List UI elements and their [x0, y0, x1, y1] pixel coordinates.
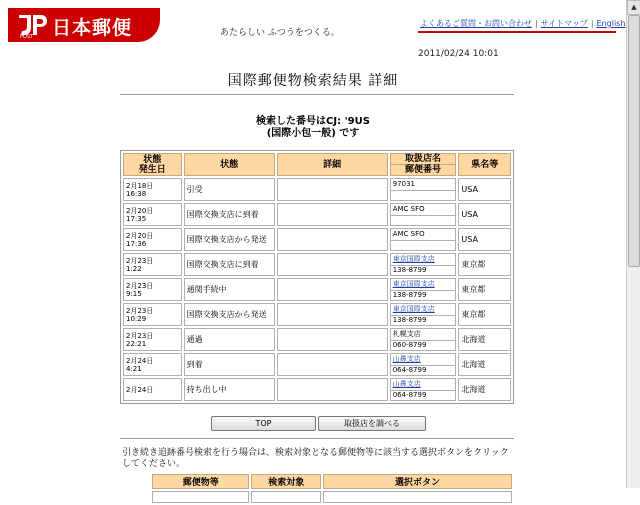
row-date: 2月23日 1:22 — [123, 253, 182, 276]
office-link[interactable]: 山鼻支店 — [391, 354, 456, 366]
site-header — [0, 0, 626, 44]
divider-lower — [120, 438, 514, 439]
row-status: 国際交換支店から発送 — [184, 303, 275, 326]
row-date: 2月24日 — [123, 378, 182, 401]
postal-code: 138-8799 — [392, 316, 427, 324]
row-details — [277, 328, 388, 351]
timestamp: 2011/02/24 10:01 — [418, 49, 499, 59]
instructions-text: 引き続き追跡番号検索を行う場合は、検索対象となる郵便物等に該当する選択ボタンをクリックしてください。 — [122, 448, 509, 469]
office-name: AMC SFO — [391, 229, 456, 241]
col-header-details: 詳細 — [277, 153, 388, 176]
postal-code — [391, 241, 456, 250]
logo-sub-text: POST — [20, 34, 34, 39]
searched-type-line: (国際小包一般) です — [266, 128, 360, 139]
row-prefecture: 東京都 — [458, 278, 511, 301]
row-office — [390, 228, 457, 251]
page-title: 国際郵便物検索結果 詳細 — [227, 73, 399, 89]
row-date: 2月23日 22:21 — [123, 328, 182, 351]
sub-col-target: 検索対象 — [251, 474, 321, 489]
row-details — [277, 278, 388, 301]
link-faq[interactable]: よくあるご質問・お問い合わせ — [420, 19, 532, 28]
search-select-table — [150, 472, 514, 505]
row-prefecture: 北海道 — [458, 328, 511, 351]
table-row — [123, 253, 511, 276]
row-details — [277, 303, 388, 326]
postal-code — [391, 216, 456, 225]
row-status: 国際交換支店から発送 — [184, 228, 275, 251]
table-row — [123, 303, 511, 326]
postal-code: 064-8799 — [392, 366, 427, 374]
row-prefecture: 北海道 — [458, 378, 511, 401]
row-status: 通関手続中 — [184, 278, 275, 301]
table-row — [123, 378, 511, 401]
jp-post-mark-icon — [16, 11, 48, 39]
scroll-up-arrow-icon[interactable]: ▲ — [627, 0, 640, 15]
sub-col-mail-type: 郵便物等 — [152, 474, 249, 489]
slogan: あたらしい ふつうをつくる。 — [220, 28, 340, 38]
link-sitemap[interactable]: サイトマップ — [540, 19, 588, 28]
office-name: 97031 — [391, 179, 456, 191]
row-prefecture: 東京都 — [458, 253, 511, 276]
row-details — [277, 178, 388, 201]
col-header-date: 状態 発生日 — [123, 153, 182, 176]
office-link[interactable]: 東京国際支店 — [391, 254, 456, 266]
row-office — [390, 278, 457, 301]
office-name: 札幌支店 — [391, 329, 456, 341]
row-status: 到着 — [184, 353, 275, 376]
row-status: 国際交換支店に到着 — [184, 253, 275, 276]
row-prefecture: 東京都 — [458, 303, 511, 326]
col-header-status: 状態 — [184, 153, 275, 176]
row-prefecture: 北海道 — [458, 353, 511, 376]
searched-number — [0, 116, 626, 140]
row-date: 2月23日 9:15 — [123, 278, 182, 301]
row-prefecture: USA — [458, 203, 511, 226]
scrollbar-thumb[interactable] — [628, 15, 640, 267]
table-row — [123, 328, 511, 351]
postal-code: 064-8799 — [392, 391, 427, 399]
table-row — [123, 278, 511, 301]
postal-code: 138-8799 — [392, 266, 427, 274]
row-details — [277, 228, 388, 251]
row-prefecture: USA — [458, 228, 511, 251]
row-office — [390, 178, 457, 201]
col-header-office: 取扱店名 郵便番号 — [390, 153, 457, 176]
sub-col-select: 選択ボタン — [323, 474, 512, 489]
office-link[interactable]: 山鼻支店 — [391, 379, 456, 391]
postal-code — [391, 191, 456, 200]
row-date: 2月20日 17:35 — [123, 203, 182, 226]
searched-number-line: 検索した番号はCJ: '9US — [256, 116, 370, 127]
table-header-row — [123, 153, 511, 176]
row-prefecture: USA — [458, 178, 511, 201]
tracking-results-table — [120, 150, 514, 404]
row-status: 持ち出し中 — [184, 378, 275, 401]
row-date: 2月20日 17:36 — [123, 228, 182, 251]
office-name: AMC SFO — [391, 204, 456, 216]
top-button[interactable]: TOP — [211, 416, 316, 431]
table-row — [123, 228, 511, 251]
office-link[interactable]: 東京国際支店 — [391, 279, 456, 291]
sub-table-row — [152, 491, 512, 503]
row-office — [390, 378, 457, 401]
sub-table-header — [152, 474, 512, 489]
japan-post-logo[interactable] — [8, 8, 160, 42]
row-details — [277, 378, 388, 401]
postal-code: 060-8799 — [392, 341, 427, 349]
table-row — [123, 353, 511, 376]
row-date: 2月23日 10:29 — [123, 303, 182, 326]
row-status: 国際交換支店に到着 — [184, 203, 275, 226]
row-date: 2月18日 16:38 — [123, 178, 182, 201]
row-status: 引受 — [184, 178, 275, 201]
row-details — [277, 353, 388, 376]
table-row — [123, 178, 511, 201]
row-office — [390, 353, 457, 376]
postal-code: 138-8799 — [392, 291, 427, 299]
row-date: 2月24日 4:21 — [123, 353, 182, 376]
search-office-button[interactable]: 取扱店を調べる — [318, 416, 426, 431]
row-details — [277, 253, 388, 276]
row-office — [390, 328, 457, 351]
row-office — [390, 303, 457, 326]
row-details — [277, 203, 388, 226]
logo-text: 日本郵便 — [52, 17, 133, 39]
divider — [120, 94, 514, 95]
top-links: よくあるご質問・お問い合わせ | サイトマップ | English — [420, 19, 626, 28]
table-row — [123, 203, 511, 226]
row-office — [390, 253, 457, 276]
link-english[interactable]: English — [596, 19, 626, 28]
col-header-prefecture: 県名等 — [458, 153, 511, 176]
row-status: 通過 — [184, 328, 275, 351]
header-divider — [418, 31, 616, 33]
office-link[interactable]: 東京国際支店 — [391, 304, 456, 316]
row-office — [390, 203, 457, 226]
